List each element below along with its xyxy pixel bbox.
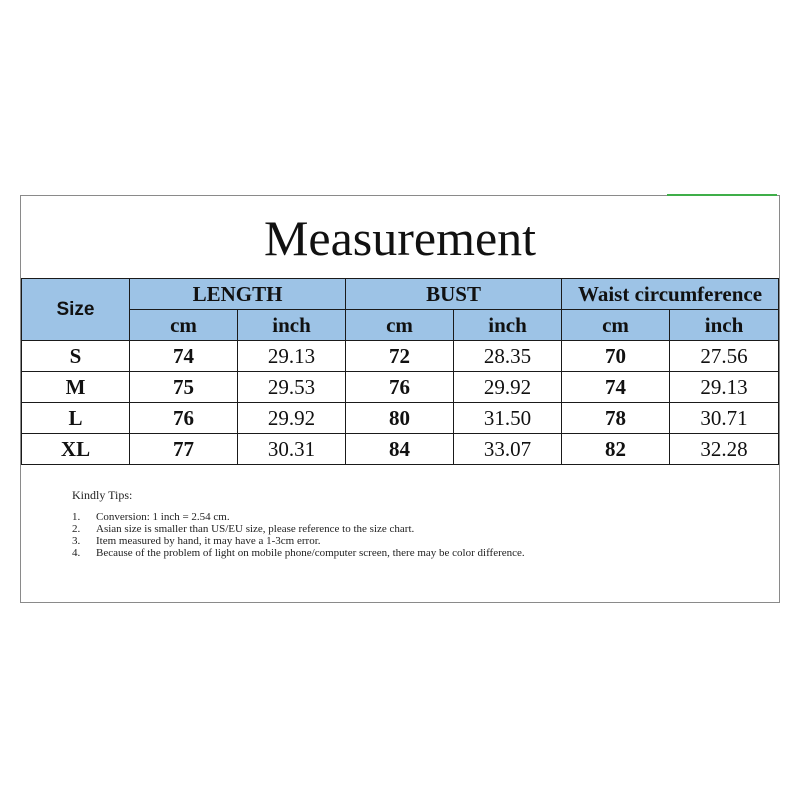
group-header-bust: BUST bbox=[346, 279, 562, 310]
list-item bbox=[72, 535, 656, 547]
unit-header: inch bbox=[454, 310, 562, 341]
size-label: XL bbox=[22, 434, 130, 465]
tips-list bbox=[72, 511, 656, 559]
chart-title: Measurement bbox=[263, 210, 537, 266]
size-chart-card bbox=[20, 195, 780, 603]
size-label: L bbox=[22, 403, 130, 434]
table-unit-row bbox=[22, 310, 779, 341]
tip-text: Because of the problem of light on mobile phone/computer screen, there may be color difference. bbox=[96, 547, 525, 559]
length-inch: 29.53 bbox=[238, 372, 346, 403]
length-cm: 74 bbox=[130, 341, 238, 372]
length-cm: 76 bbox=[130, 403, 238, 434]
tip-text: Asian size is smaller than US/EU size, please reference to the size chart. bbox=[96, 523, 415, 535]
waist-inch: 30.71 bbox=[670, 403, 779, 434]
bust-cm: 80 bbox=[346, 403, 454, 434]
unit-header: inch bbox=[238, 310, 346, 341]
table-row bbox=[22, 403, 779, 434]
length-cm: 77 bbox=[130, 434, 238, 465]
accent-line bbox=[667, 194, 777, 196]
length-inch: 29.92 bbox=[238, 403, 346, 434]
waist-cm: 74 bbox=[562, 372, 670, 403]
tip-text: Conversion: 1 inch = 2.54 cm. bbox=[96, 511, 230, 523]
tips-title: Kindly Tips: bbox=[72, 488, 133, 502]
bust-inch: 31.50 bbox=[454, 403, 562, 434]
waist-cm: 78 bbox=[562, 403, 670, 434]
waist-inch: 32.28 bbox=[670, 434, 779, 465]
waist-inch: 29.13 bbox=[670, 372, 779, 403]
tip-number: 4. bbox=[72, 547, 81, 559]
table-row bbox=[22, 341, 779, 372]
unit-header: cm bbox=[346, 310, 454, 341]
waist-cm: 70 bbox=[562, 341, 670, 372]
list-item bbox=[72, 547, 656, 559]
bust-inch: 29.92 bbox=[454, 372, 562, 403]
size-label: S bbox=[22, 341, 130, 372]
size-label: M bbox=[22, 372, 130, 403]
unit-header: inch bbox=[670, 310, 779, 341]
length-inch: 30.31 bbox=[238, 434, 346, 465]
table-header-row bbox=[22, 279, 779, 310]
bust-cm: 72 bbox=[346, 341, 454, 372]
table-row bbox=[22, 434, 779, 465]
size-table bbox=[21, 278, 779, 465]
kindly-tips bbox=[72, 489, 656, 559]
tip-number: 1. bbox=[72, 511, 81, 523]
bust-cm: 84 bbox=[346, 434, 454, 465]
waist-cm: 82 bbox=[562, 434, 670, 465]
group-header-waist: Waist circumference bbox=[562, 279, 779, 310]
tip-text: Item measured by hand, it may have a 1-3cm error. bbox=[96, 535, 321, 547]
unit-header: cm bbox=[130, 310, 238, 341]
length-cm: 75 bbox=[130, 372, 238, 403]
waist-inch: 27.56 bbox=[670, 341, 779, 372]
bust-cm: 76 bbox=[346, 372, 454, 403]
length-inch: 29.13 bbox=[238, 341, 346, 372]
table-row bbox=[22, 372, 779, 403]
bust-inch: 33.07 bbox=[454, 434, 562, 465]
unit-header: cm bbox=[562, 310, 670, 341]
bust-inch: 28.35 bbox=[454, 341, 562, 372]
group-header-length: LENGTH bbox=[130, 279, 346, 310]
size-column-header: Size bbox=[22, 279, 130, 341]
list-item bbox=[72, 523, 656, 535]
list-item bbox=[72, 511, 656, 523]
tip-number: 2. bbox=[72, 523, 81, 535]
tip-number: 3. bbox=[72, 535, 81, 547]
